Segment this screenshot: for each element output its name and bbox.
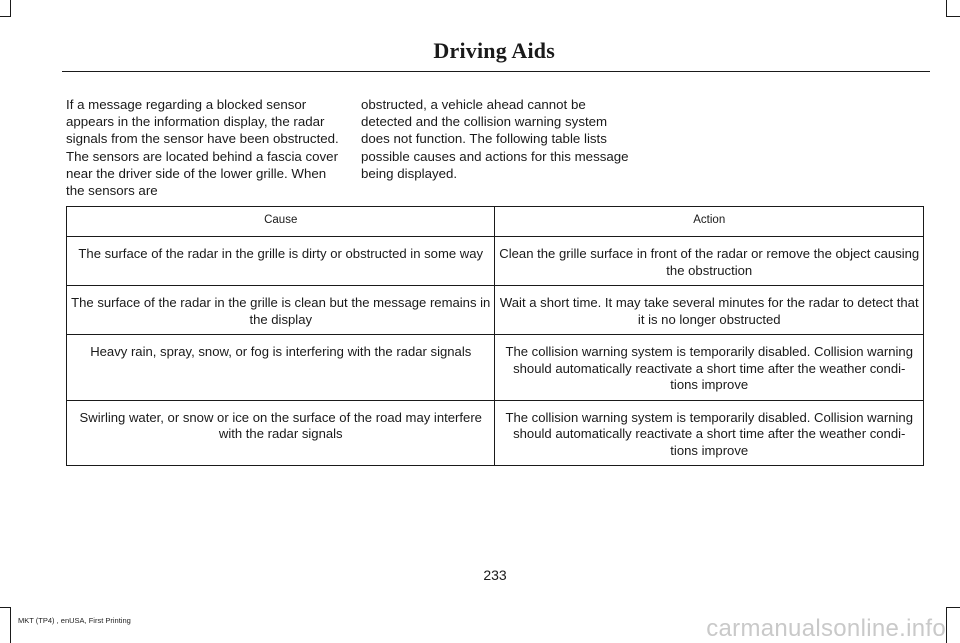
crop-mark-top-left-v xyxy=(10,0,11,16)
table-row xyxy=(67,400,924,466)
cause-cell: The surface of the radar in the grille is clean but the message remains in the display xyxy=(67,286,495,335)
crop-mark-top-left-h xyxy=(0,16,11,17)
cause-header: Cause xyxy=(67,207,495,237)
action-header: Action xyxy=(495,207,924,237)
crop-mark-bottom-right-v xyxy=(946,607,947,643)
header-rule xyxy=(62,71,930,72)
action-cell: Wait a short time. It may take several minutes for the radar to detect that it is no longer obstructed xyxy=(495,286,924,335)
table-row xyxy=(67,335,924,401)
crop-mark-bottom-left-h xyxy=(0,607,11,608)
crop-mark-bottom-left-v xyxy=(10,607,11,643)
action-cell: Clean the grille surface in front of the radar or remove the object causing the obstruction xyxy=(495,237,924,286)
table-header-row xyxy=(67,207,924,237)
cause-action-table xyxy=(66,206,924,466)
cause-cell: Swirling water, or snow or ice on the surface of the road may interfere with the radar signals xyxy=(67,400,495,466)
cause-cell: Heavy rain, spray, snow, or fog is interfering with the radar signals xyxy=(67,335,495,401)
table-row xyxy=(67,286,924,335)
intro-left-column: If a message regarding a blocked sensor appears in the information display, the radar signals from the sensor have been obstructed. The sensors are located behind a fascia cover near the driver side of the lower grille. When the sensors are xyxy=(66,97,339,199)
page-number: 233 xyxy=(483,567,507,583)
cause-cell: The surface of the radar in the grille is dirty or obstructed in some way xyxy=(67,237,495,286)
action-cell: The collision warning system is temporarily disabled. Collision warning should automatically reactivate a short time after the weather condi- tions improve xyxy=(495,335,924,401)
action-cell: The collision warning system is temporarily disabled. Collision warning should automatically reactivate a short time after the weather condi- tions improve xyxy=(495,400,924,466)
crop-mark-bottom-right-h xyxy=(946,607,960,608)
page-title: Driving Aids xyxy=(433,38,555,63)
print-footer: MKT (TP4) , enUSA, First Printing xyxy=(18,616,131,625)
crop-mark-top-right-v xyxy=(946,0,947,16)
table-row xyxy=(67,237,924,286)
crop-mark-top-right-h xyxy=(946,16,960,17)
intro-right-column: obstructed, a vehicle ahead cannot be detected and the collision warning system does not function. The following table lists possible causes and actions for this message being displayed. xyxy=(361,97,629,181)
watermark: carmanualsonline.info xyxy=(706,615,946,642)
